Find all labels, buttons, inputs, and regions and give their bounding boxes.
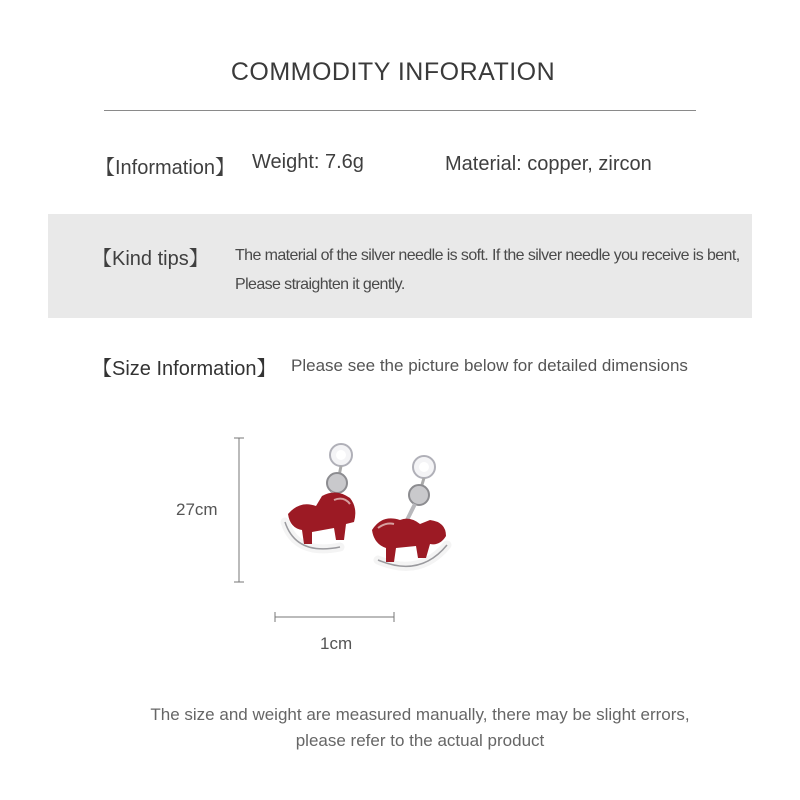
rocking-horse-earring-right (372, 456, 447, 566)
information-label: 【Information】 (95, 157, 236, 179)
weight-value: Weight: 7.6g (252, 151, 364, 173)
width-dimension-line (275, 612, 394, 622)
width-dimension-label: 1cm (320, 634, 353, 653)
size-information-label: 【Size Information】 (92, 358, 277, 380)
height-dimension-line (234, 438, 244, 582)
page-title: COMMODITY INFORATION (230, 58, 556, 86)
material-value: Material: copper, zircon (445, 153, 652, 175)
height-dimension-label: 27cm (176, 500, 218, 519)
kind-tips-text: The material of the silver needle is soft. If the silver needle you receive is bent, Please straighten it gently. (235, 247, 740, 293)
disclaimer-line-2: please refer to the actual product (295, 731, 545, 750)
rocking-horse-earring-left (285, 444, 355, 549)
kind-tips-label: 【Kind tips】 (92, 248, 209, 270)
disclaimer-line-1: The size and weight are measured manually, there may be slight errors, (150, 705, 690, 724)
measurement-disclaimer (120, 702, 720, 754)
size-description: Please see the picture below for detailed dimensions (291, 356, 688, 375)
